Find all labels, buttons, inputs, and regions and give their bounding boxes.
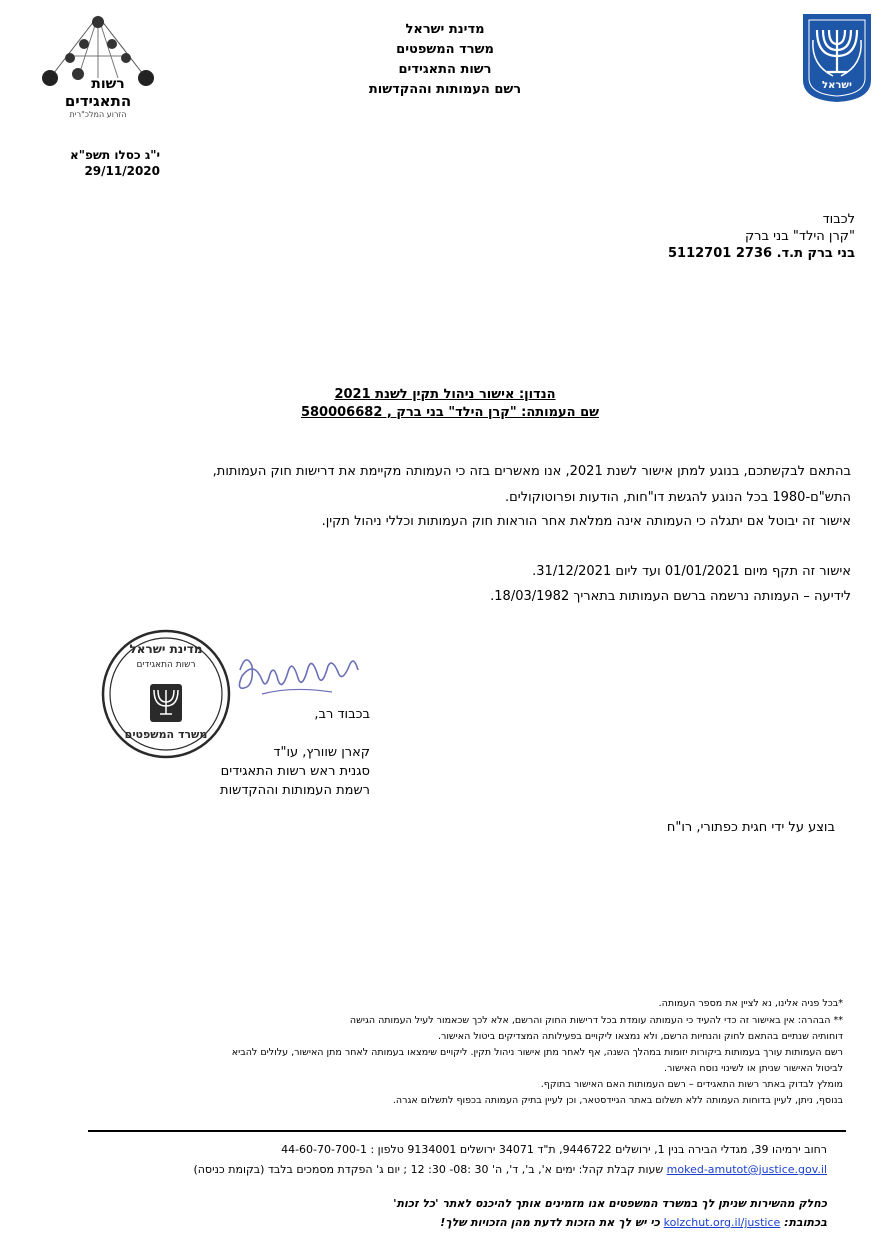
footer-divider	[88, 1130, 846, 1132]
header-ministry: משרד המשפטים	[396, 42, 494, 57]
recipient-name: "קרן הילד" בני ברק	[744, 229, 855, 244]
footnote-7: בנוסף, ניתן, לעיין בדוחות העמותה ללא תשלום באתר הגיידסטאר, וכן לעיין בתיק העמותה בכפוף לתשלום אגרה.	[392, 1095, 843, 1106]
footnote-5: לביטול האישור שניתן או לשינוי נוסח האישור.	[664, 1063, 843, 1074]
footer-kolzchut-tail: כי יש לך את הזכות לדעת מהן הזכויות שלך!	[440, 1216, 660, 1229]
header-registrar: רשם העמותות וההקדשות	[368, 82, 522, 97]
recipient-greeting: לכבוד	[822, 212, 855, 227]
date-hebrew: י"ג כסלו תשפ"א	[69, 148, 160, 162]
date-gregorian: 29/11/2020	[84, 164, 160, 178]
email-link[interactable]: moked-amutot@justice.gov.il	[666, 1163, 827, 1176]
stamp-text-bottom: משרד המשפטים	[124, 728, 208, 741]
logo-tagline: הזרוע המלכ"רית	[69, 110, 127, 119]
subject-line	[290, 387, 600, 402]
footer-kolzchut-line	[47, 1216, 827, 1229]
body-paragraph-3: אישור זה יבוטל אם יתגלה כי העמותה אינה ממלאת אחר הוראות חוק העמותות וכללי ניהול תקין.	[321, 514, 851, 529]
association-name-line	[290, 405, 610, 420]
signatory-title-1: סגנית ראש רשות התאגידים	[220, 764, 370, 779]
executed-by: בוצע על ידי חגית כפתורי, רו"ח	[666, 820, 835, 835]
footer-address-label: בכתובת:	[784, 1216, 827, 1229]
footnote-6: מומלץ לבדוק באתר רשות התאגידים – רשם העמותות האם האישור בתוקף.	[540, 1079, 843, 1090]
official-stamp	[100, 628, 232, 760]
footnote-1: *בכל פניה אלינו, נא לציין את מספר העמותה.	[658, 998, 843, 1009]
footnote-2: ** הבהרה: אין באישור זה כדי להעיד כי העמותה עומדת בכל דרישות החוק והרשם, אלא לכך שכאמור לעיל העמותה הגישה	[349, 1015, 843, 1026]
subject-text: הנדון: אישור ניהול תקין לשנת 2021	[334, 387, 556, 402]
signatory-name: קארן שוורץ, עו"ד	[273, 745, 370, 760]
header-authority: רשות התאגידים	[398, 62, 492, 77]
logo-subtitle: התאגידים	[64, 92, 132, 110]
footnote-4: רשם העמותות עורך בעמותות ביקורות יזומות במהלך השנה, אף לאחר מתן אישור ניהול תקין. ליקויים שימצאו בעמותה לאחר מתן האישור, עלולים להביא	[231, 1047, 843, 1058]
footer-hours: שעות קבלת קהל: ימים א', ב', ד', ה' 30 :08- 30: 12 ; יום ג' הפקדת מסמכים בלבד (בקומת כניסה)	[193, 1163, 664, 1176]
body-paragraph-2: התש"ם-1980 בכל הנוגע להגשת דו"חות, הודעות ופרוטוקולים.	[505, 490, 851, 505]
registration-date: לידיעה – העמותה נרשמה ברשם העמותות בתאריך 18/03/1982.	[490, 589, 851, 604]
handwritten-signature	[232, 646, 362, 710]
state-emblem	[799, 10, 875, 104]
association-name: שם העמותה: "קרן הילד" בני ברק , 580006682	[300, 405, 600, 420]
header-state: מדינת ישראל	[405, 22, 485, 37]
logo-title: רשות	[91, 76, 125, 92]
corporations-authority-logo	[38, 8, 158, 120]
footnote-3: דוחותיה שנתיים בהתאם לחוק והנחיות הרשם, ולא נמצאו ליקויים בפעילותה המצדיקים ביטול האישור.	[437, 1031, 843, 1042]
footer-kolzchut-intro: כחלק מהשירות שניתן לך במשרד המשפטים אנו מזמינים אותך להיכנס לאתר 'כל זכות'	[393, 1197, 827, 1210]
stamp-text-top: מדינת ישראל	[129, 642, 203, 656]
footer-hours-line	[47, 1163, 827, 1176]
recipient-address: בני ברק ת.ד. 2736 5112701	[668, 246, 855, 261]
validity-period: אישור זה תקף מיום 01/01/2021 ועד ליום 31/12/2021.	[532, 564, 851, 579]
kolzchut-link[interactable]: kolzchut.org.il/justice	[663, 1216, 781, 1229]
signature-closing: בכבוד רב,	[314, 707, 370, 722]
stamp-text-mid: רשות התאגידים	[136, 660, 196, 670]
body-paragraph-1: בהתאם לבקשתכם, בנוגע למתן אישור לשנת 2021, אנו מאשרים בזה כי העמותה מקיימת את דרישות חוק העמותות,	[212, 464, 851, 479]
signatory-title-2: רשמת העמותות וההקדשות	[220, 783, 370, 798]
emblem-caption: ישראל	[822, 80, 852, 91]
footer-address: רחוב ירמיהו 39, מגדלי הבירה בנין 1, ירושלים 9446722, ת"ד 34071 ירושלים 9134001 טלפון : 44-60-70-700-1	[281, 1143, 827, 1156]
